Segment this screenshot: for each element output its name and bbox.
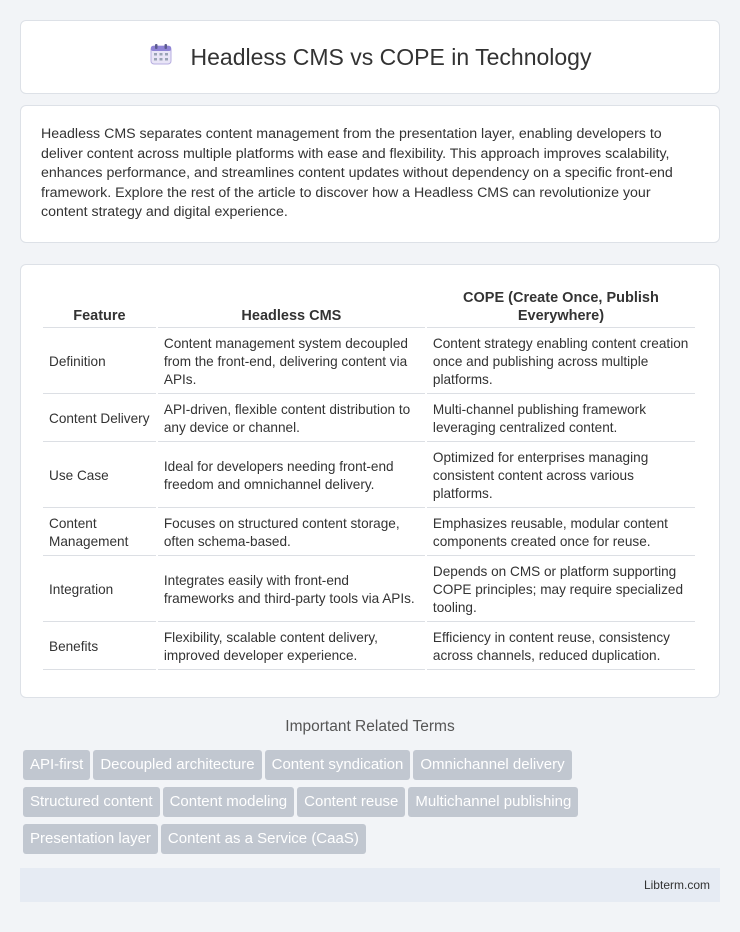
row-headless-cms: Content management system decoupled from the front-end, delivering content via APIs. xyxy=(158,330,425,394)
table-row xyxy=(43,624,695,670)
intro-card xyxy=(20,105,720,243)
row-feature: Definition xyxy=(43,330,156,394)
tag-multichannel-publishing[interactable]: Multichannel publishing xyxy=(408,787,578,817)
row-cope: Depends on CMS or platform supporting COPE principles; may require specialized tooling. xyxy=(427,558,695,622)
table-row xyxy=(43,444,695,508)
row-cope: Efficiency in content reuse, consistency across channels, reduced duplication. xyxy=(427,624,695,670)
header-headless-cms: Headless CMS xyxy=(158,285,425,328)
tag-structured-content[interactable]: Structured content xyxy=(23,787,160,817)
table-row xyxy=(43,510,695,556)
row-cope: Multi-channel publishing framework leveraging centralized content. xyxy=(427,396,695,442)
row-cope: Emphasizes reusable, modular content components created once for reuse. xyxy=(427,510,695,556)
page-title-text: Headless CMS vs COPE in Technology xyxy=(190,43,592,70)
tag-content-as-a-service[interactable]: Content as a Service (CaaS) xyxy=(161,824,366,854)
footer xyxy=(20,868,720,902)
table-row xyxy=(43,558,695,622)
intro-text: Headless CMS separates content management from the presentation layer, enabling developers to deliver content across multiple platforms with ease and flexibility. This approach improves scalability, enhances performance, and streamlines content updates without dependency on a specific front-end framework. Explore the rest of the article to discover how a Headless CMS can revolutionize your content strategy and digital experience. xyxy=(41,126,673,221)
header-card xyxy=(20,20,720,94)
calendar-icon xyxy=(149,42,173,72)
row-cope: Content strategy enabling content creation once and publishing across multiple platforms. xyxy=(427,330,695,394)
row-feature: Use Case xyxy=(43,444,156,508)
tag-content-syndication[interactable]: Content syndication xyxy=(265,750,411,780)
table-header-row xyxy=(43,285,695,328)
tag-omnichannel-delivery[interactable]: Omnichannel delivery xyxy=(413,750,571,780)
comparison-card xyxy=(20,264,720,698)
row-cope: Optimized for enterprises managing consistent content across various platforms. xyxy=(427,444,695,508)
row-headless-cms: Flexibility, scalable content delivery, improved developer experience. xyxy=(158,624,425,670)
row-headless-cms: Focuses on structured content storage, often schema-based. xyxy=(158,510,425,556)
header-cope: COPE (Create Once, Publish Everywhere) xyxy=(427,285,695,328)
tag-presentation-layer[interactable]: Presentation layer xyxy=(23,824,158,854)
row-headless-cms: API-driven, flexible content distribution to any device or channel. xyxy=(158,396,425,442)
table-row xyxy=(43,330,695,394)
tag-decoupled-architecture[interactable]: Decoupled architecture xyxy=(93,750,261,780)
page-title xyxy=(149,42,592,72)
comparison-table xyxy=(41,283,697,672)
tag-content-modeling[interactable]: Content modeling xyxy=(163,787,295,817)
row-feature: Content Management xyxy=(43,510,156,556)
related-terms-title: Important Related Terms xyxy=(285,718,455,735)
row-feature: Integration xyxy=(43,558,156,622)
header-feature: Feature xyxy=(43,285,156,328)
footer-site-link[interactable]: Libterm.com xyxy=(643,878,710,892)
row-headless-cms: Integrates easily with front-end frameworks and third-party tools via APIs. xyxy=(158,558,425,622)
row-feature: Content Delivery xyxy=(43,396,156,442)
tag-content-reuse[interactable]: Content reuse xyxy=(297,787,405,817)
row-headless-cms: Ideal for developers needing front-end freedom and omnichannel delivery. xyxy=(158,444,425,508)
tag-api-first[interactable]: API-first xyxy=(23,750,90,780)
table-row xyxy=(43,396,695,442)
related-terms-list xyxy=(23,750,723,861)
row-feature: Benefits xyxy=(43,624,156,670)
